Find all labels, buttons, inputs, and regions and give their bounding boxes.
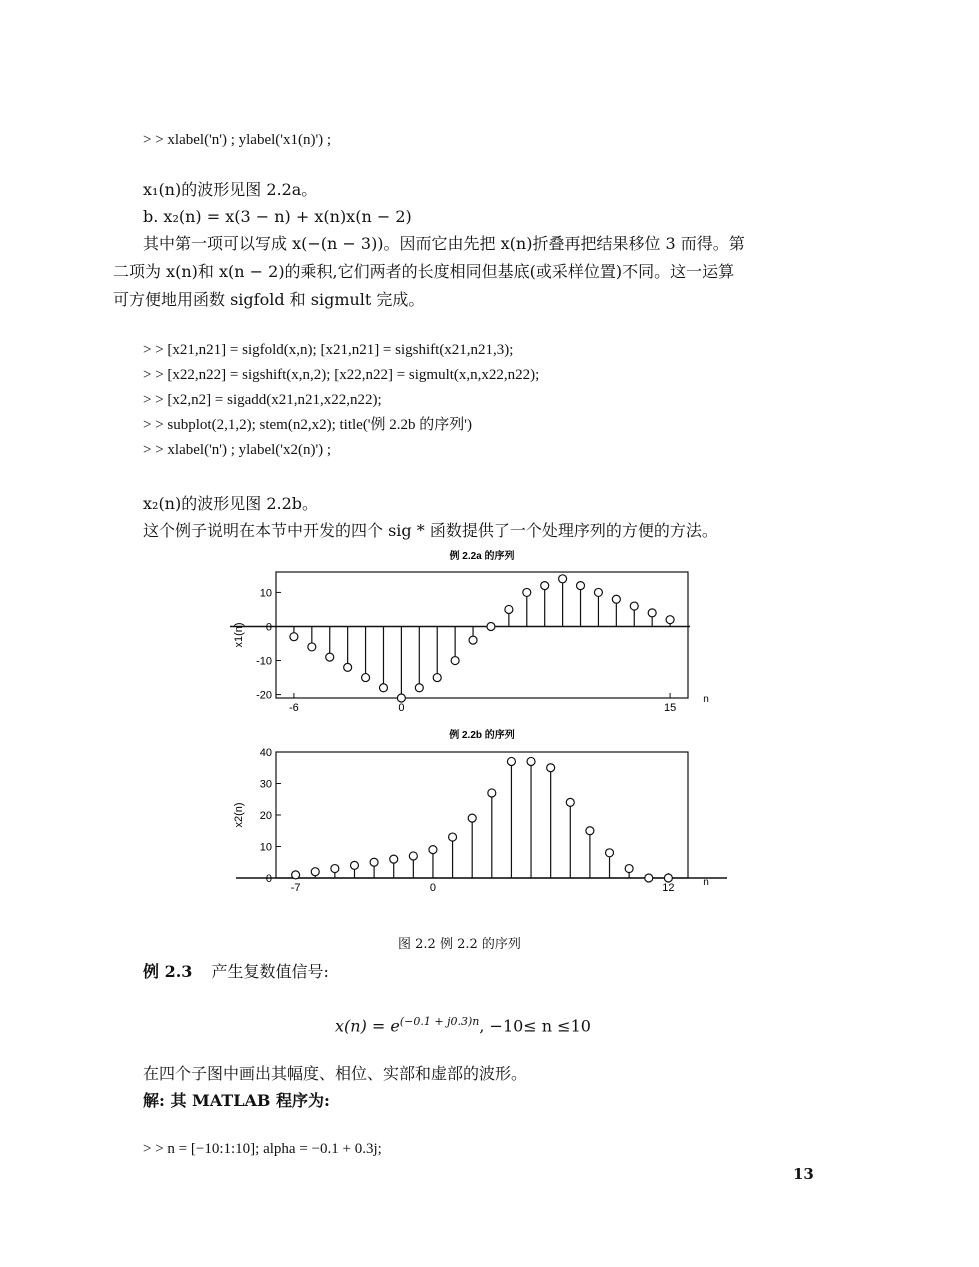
stem-marker — [488, 789, 496, 797]
chart-example-2-2a — [230, 549, 709, 714]
stem-marker — [344, 663, 352, 671]
stem-marker — [541, 582, 549, 590]
formula-lhs: x(n) = e — [335, 1016, 400, 1036]
stem-marker — [433, 674, 441, 682]
code-line-alpha: > > n = [−10:1:10]; alpha = −0.1 + 0.3j; — [143, 1141, 382, 1157]
paragraph-x1-figure-ref: x₁(n)的波形见图 2.2a。 — [143, 180, 318, 199]
paragraph-line-3: 可方便地用函数 sigfold 和 sigmult 完成。 — [113, 290, 425, 309]
y-tick-label: 10 — [259, 841, 272, 854]
stem-marker — [469, 636, 477, 644]
chart-title: 例 2.2b 的序列 — [449, 730, 515, 741]
code-line-sigfold: > > [x21,n21] = sigfold(x,n); [x21,n21] = sigshift(x21,n21,3); — [143, 342, 514, 358]
code-line-xlabel2: > > xlabel('n') ; ylabel('x2(n)') ; — [143, 442, 332, 458]
stem-marker — [523, 588, 531, 596]
y-tick-label: 0 — [265, 621, 272, 634]
paragraph-four-subplots: 在四个子图中画出其幅度、相位、实部和虚部的波形。 — [143, 1064, 528, 1083]
stem-marker — [308, 643, 316, 651]
stem-marker — [566, 798, 574, 806]
stem-marker — [507, 757, 515, 765]
stem-marker — [645, 874, 653, 882]
stem-marker — [612, 595, 620, 603]
stem-marker — [429, 846, 437, 854]
stem-marker — [666, 616, 674, 624]
stem-marker — [625, 865, 633, 873]
stem-marker — [594, 588, 602, 596]
stem-marker — [397, 694, 405, 702]
code-line-sigshift: > > [x22,n22] = sigshift(x,n,2); [x22,n22] = sigmult(x,n,x22,n22); — [143, 367, 540, 383]
y-tick-label: -10 — [256, 655, 272, 668]
x-axis-label: n — [703, 694, 709, 705]
y-tick-label: 0 — [265, 873, 272, 885]
y-tick-label: 20 — [259, 810, 272, 822]
y-tick-label: 10 — [259, 587, 272, 600]
y-axis-label: x2(n) — [233, 802, 245, 828]
stem-marker — [409, 852, 417, 860]
stem-marker — [326, 653, 334, 661]
stem-marker — [292, 871, 300, 879]
stem-marker — [350, 861, 358, 869]
paragraph-line-2: 二项为 x(n)和 x(n − 2)的乘积,它们两者的长度相同但基底(或采样位置)不同。这一运算 — [113, 262, 735, 281]
stem-marker — [606, 849, 614, 857]
stem-marker — [648, 609, 656, 617]
x-axis-label: n — [703, 877, 709, 888]
example-2-3-label: 例 2.3 — [143, 962, 193, 981]
x-tick-label: -7 — [290, 882, 301, 894]
y-tick-label: 30 — [259, 778, 272, 791]
stem-marker — [547, 764, 555, 772]
y-axis-label: x1(n) — [233, 622, 245, 648]
stem-marker — [468, 814, 476, 822]
code-line-xlabel1: > > xlabel('n') ; ylabel('x1(n)') ; — [143, 132, 332, 148]
figure-2-2 — [0, 545, 979, 925]
stem-marker — [290, 633, 298, 641]
page-number: 13 — [793, 1165, 814, 1183]
stem-marker — [559, 575, 567, 583]
formula-exponent: (−0.1 + j0.3)n — [399, 1015, 480, 1028]
example-2-3-text: 产生复数值信号: — [211, 962, 329, 981]
x-tick-label: 15 — [663, 702, 677, 714]
paragraph-sig-functions: 这个例子说明在本节中开发的四个 sig * 函数提供了一个处理序列的方便的方法。 — [143, 521, 718, 540]
stem-marker — [577, 582, 585, 590]
solution-heading: 解: 其 MATLAB 程序为: — [143, 1091, 330, 1110]
x-tick-label: 0 — [398, 702, 405, 714]
stem-marker — [331, 865, 339, 873]
stem-marker — [451, 657, 459, 665]
plot-frame — [276, 752, 688, 878]
stem-marker — [527, 757, 535, 765]
formula-complex-signal — [335, 1012, 591, 1036]
stem-marker — [311, 868, 319, 876]
item-b-formula: b. x₂(n) = x(3 − n) + x(n)x(n − 2) — [143, 207, 412, 226]
stem-marker — [370, 858, 378, 866]
stem-marker — [586, 827, 594, 835]
stem-marker — [449, 833, 457, 841]
stem-marker — [362, 674, 370, 682]
y-tick-label: 40 — [259, 747, 272, 759]
stem-marker — [664, 874, 672, 882]
code-line-subplot: > > subplot(2,1,2); stem(n2,x2); title('例 2.2b 的序列') — [143, 417, 472, 433]
formula-range: , −10≤ n ≤10 — [479, 1016, 591, 1036]
x-tick-label: 0 — [429, 882, 437, 894]
code-line-sigadd: > > [x2,n2] = sigadd(x21,n21,x22,n22); — [143, 392, 382, 408]
stem-marker — [390, 855, 398, 863]
chart-title: 例 2.2a 的序列 — [449, 551, 515, 562]
chart-example-2-2b — [233, 728, 727, 894]
paragraph-x2-figure-ref: x₂(n)的波形见图 2.2b。 — [143, 494, 319, 513]
y-tick-label: -20 — [256, 689, 272, 702]
stem-marker — [487, 622, 495, 630]
stem-marker — [505, 605, 513, 613]
figure-caption: 图 2.2 例 2.2 的序列 — [398, 937, 521, 952]
x-tick-label: 12 — [662, 882, 675, 894]
stem-marker — [415, 684, 423, 692]
plot-frame — [276, 572, 688, 698]
x-tick-label: -6 — [289, 702, 299, 714]
stem-marker — [379, 684, 387, 692]
paragraph-line-1: 其中第一项可以写成 x(−(n − 3))。因而它由先把 x(n)折叠再把结果移位 3 而得。第 — [143, 234, 745, 253]
stem-marker — [630, 602, 638, 610]
